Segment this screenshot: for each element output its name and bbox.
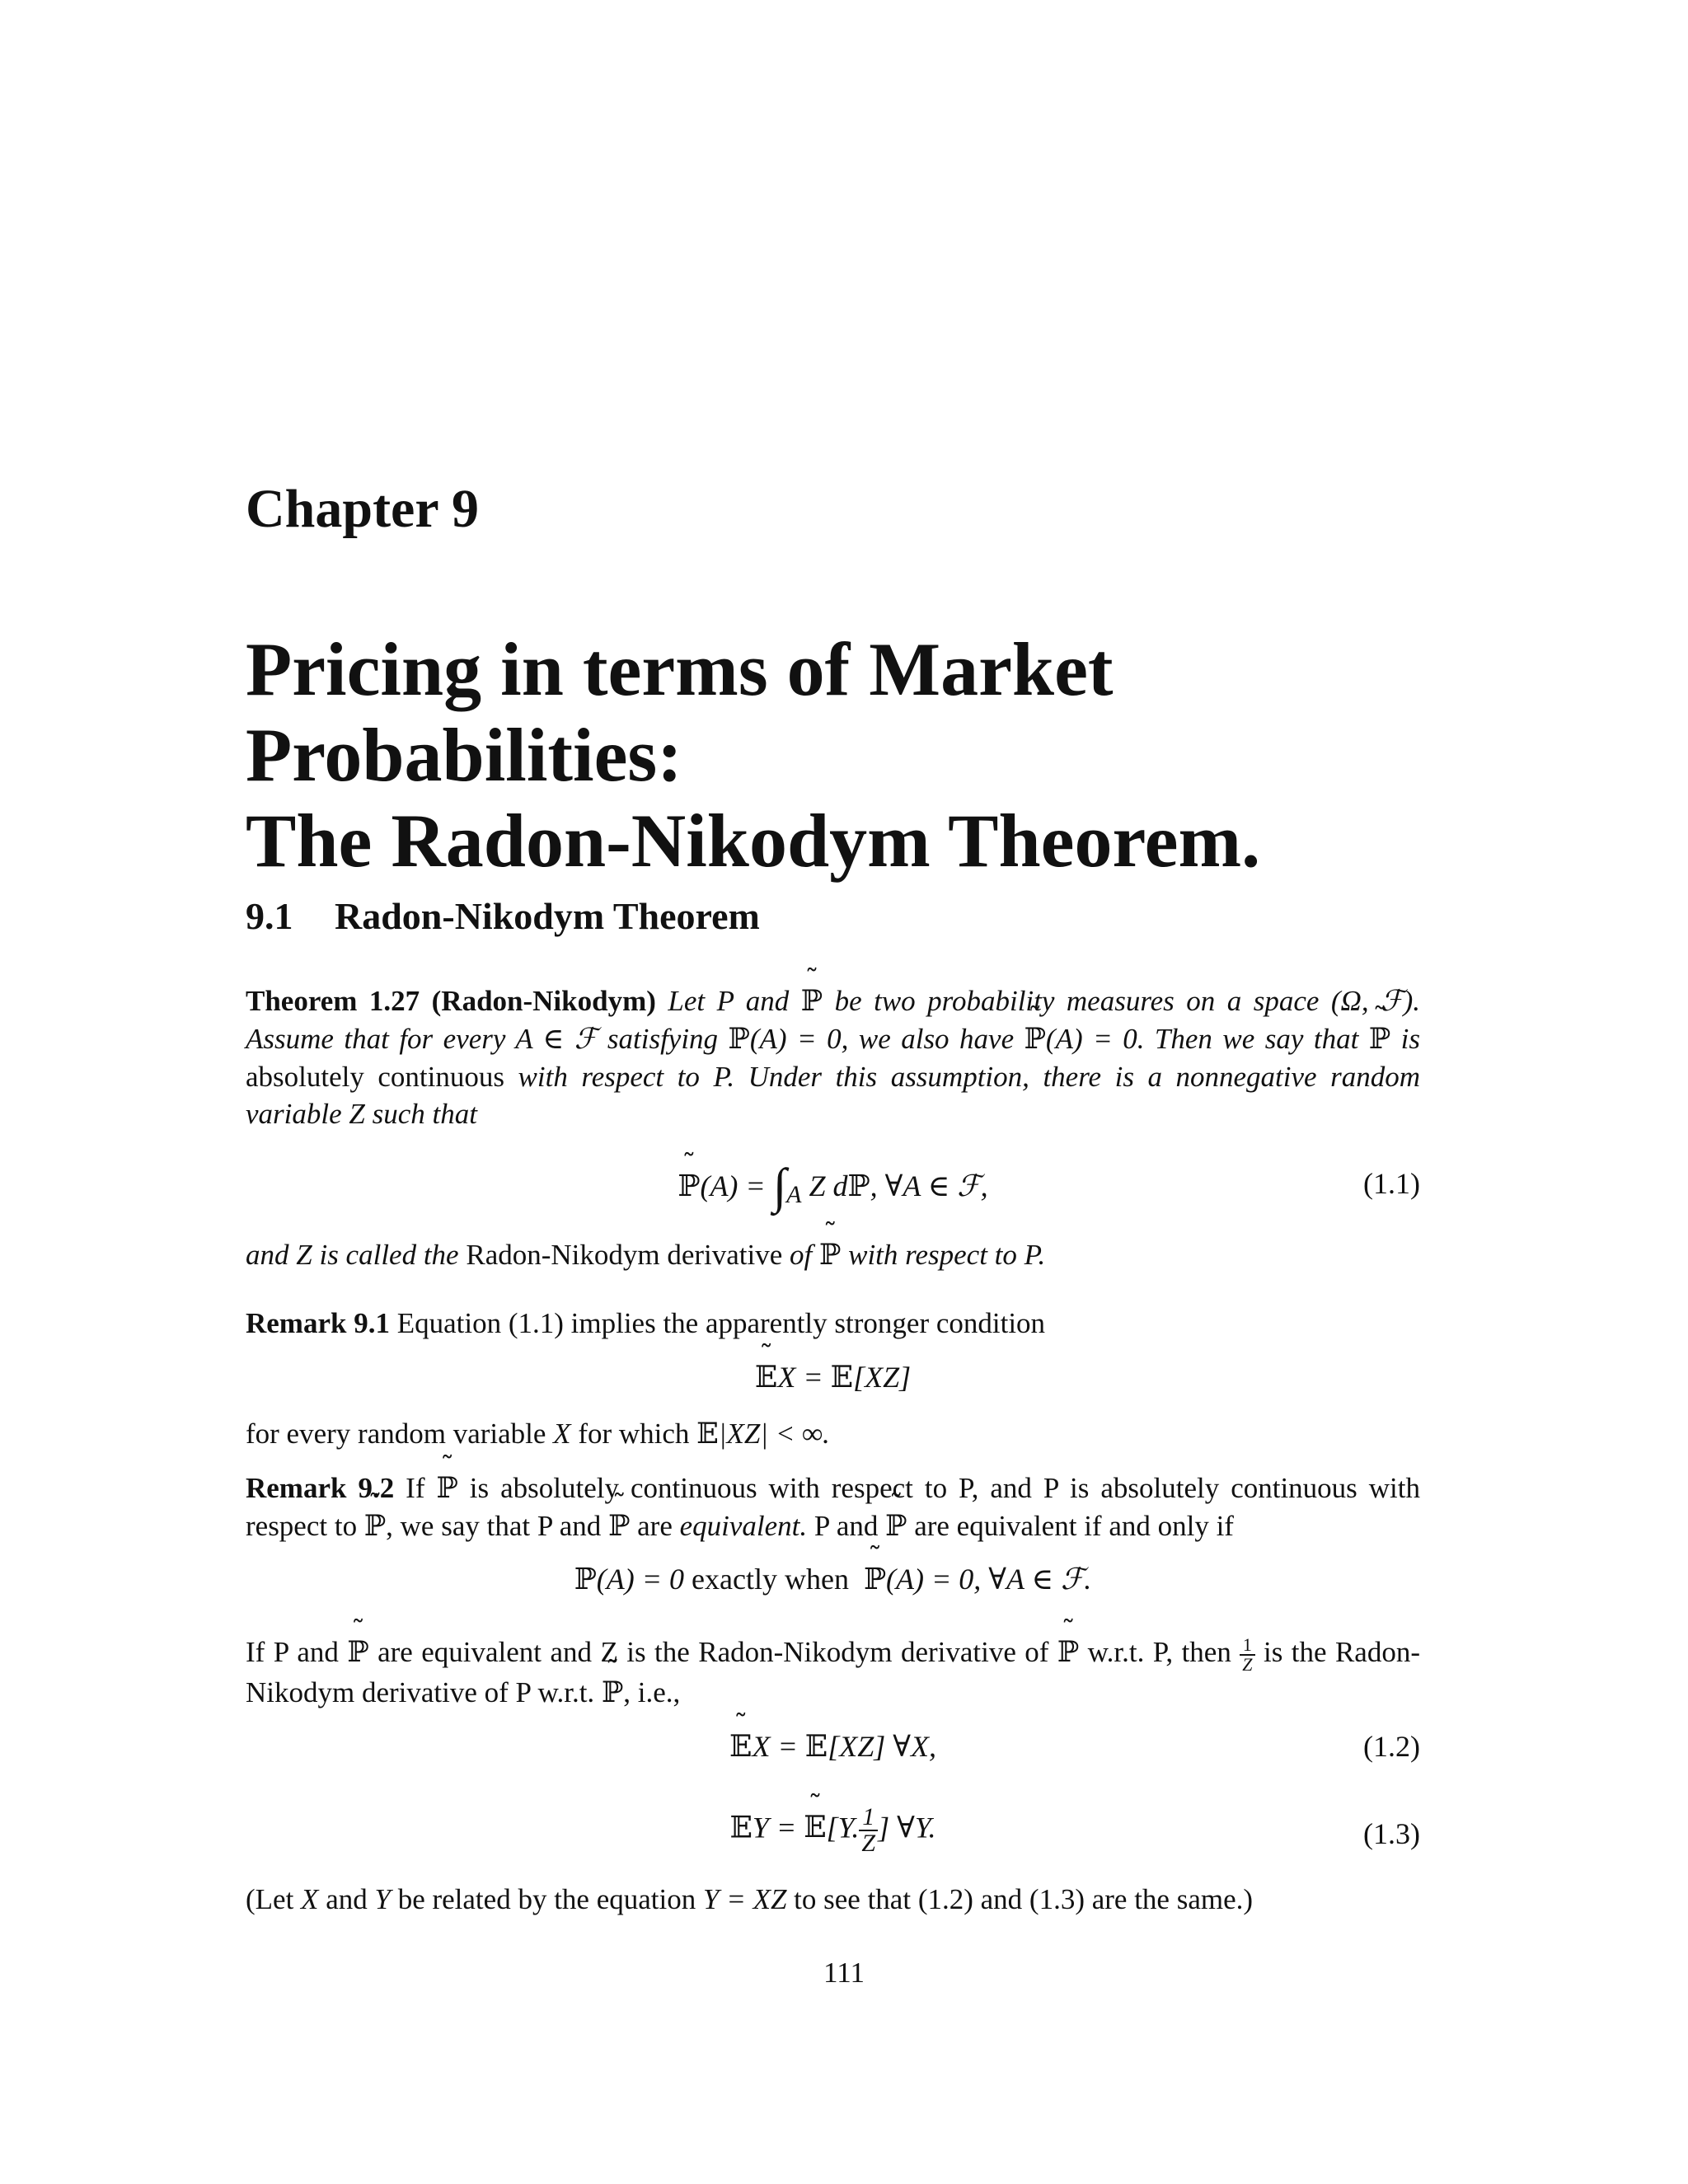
symbol-e-tilde: ˜ 𝔼 [755, 1361, 777, 1394]
equation-text: [XZ] [853, 1361, 912, 1394]
equation-1-2 [246, 1729, 1420, 1770]
equation-number: (1.2) [1363, 1730, 1420, 1763]
term-absolutely-continuous: absolutely continuous [246, 1061, 505, 1093]
remark-9-2 [246, 1469, 1420, 1545]
equation-text: Z d [801, 1169, 848, 1202]
equation-text: (A) = 0, ∀A ∈ ℱ. [886, 1563, 1092, 1596]
page-number: 111 [823, 1957, 865, 1989]
equation-number: (1.3) [1363, 1817, 1420, 1850]
symbol-p-tilde: ˜ ℙ [801, 983, 823, 1020]
text: are equivalent and Z is the Radon-Nikodym derivative of [368, 1636, 1057, 1668]
term-equivalent: equivalent. [679, 1510, 808, 1542]
symbol-p: ℙ [728, 1023, 750, 1056]
theorem-conclusion [246, 1236, 1420, 1274]
equation-text: X = [777, 1361, 831, 1394]
text: for which [570, 1418, 697, 1450]
symbol-e: 𝔼 [696, 1418, 719, 1451]
section-heading [246, 894, 1420, 938]
closing-note [246, 1881, 1420, 1918]
equation-text: (A) = [700, 1169, 773, 1202]
variable: X [553, 1418, 571, 1450]
symbol-e: 𝔼 [830, 1361, 854, 1394]
text: are equivalent if and only if [907, 1510, 1234, 1542]
chapter-label: Chapter 9 [246, 479, 479, 539]
remark-9-1-continuation [246, 1415, 1420, 1453]
symbol-p-tilde: ˜ ℙ [864, 1563, 886, 1596]
fraction-one-over-z [859, 1805, 878, 1856]
theorem-block [246, 982, 1420, 1132]
equation-1-3 [246, 1805, 1420, 1871]
text: , we say that P and [386, 1510, 609, 1542]
equation-text: Y = [752, 1811, 804, 1844]
text: , i.e., [623, 1675, 681, 1708]
theorem-text: be two probability measures on a space (Ω, ℱ). Assume that for every A ∈ ℱ satisfying [246, 985, 1420, 1055]
theorem-label: Theorem 1.27 (Radon-Nikodym) [246, 985, 656, 1017]
symbol-p: ℙ [574, 1563, 597, 1596]
equation-text: [Y. [826, 1811, 860, 1844]
theorem-text: Let P and [655, 985, 801, 1017]
fraction-one-over-z [1240, 1633, 1254, 1675]
text: be related by the equation [390, 1883, 703, 1915]
fraction-numerator: 1 [1240, 1636, 1254, 1656]
symbol-p-tilde: ˜ ℙ [678, 1169, 700, 1203]
symbol-p-tilde: ˜ ℙ [436, 1470, 457, 1507]
remark-label: Remark 9.1 [246, 1307, 390, 1339]
variable: Y [374, 1883, 391, 1915]
chapter-title-line-1: Pricing in terms of Market Probabilities: [246, 627, 1114, 797]
symbol-p-tilde: ˜ ℙ [819, 1237, 841, 1274]
symbol-p-tilde: ˜ ℙ [1057, 1634, 1079, 1671]
text: If P and [246, 1636, 348, 1668]
symbol-p-tilde: ˜ ℙ [608, 1508, 630, 1545]
remark-label: Remark 9.2 [246, 1472, 395, 1504]
text: and Z is called the [246, 1239, 467, 1271]
equation-1-1 [246, 1150, 1420, 1216]
theorem-text: with respect to P. Under this assumption, there is a nonnegative random variable Z such that [246, 1061, 1421, 1130]
symbol-p-tilde: ˜ ℙ [364, 1508, 386, 1545]
text: and [318, 1883, 375, 1915]
remark-text: Equation (1.1) implies the apparently stronger condition [396, 1307, 1046, 1339]
text: |XZ| < ∞. [718, 1418, 830, 1450]
remark-9-1 [246, 1305, 1420, 1342]
text: (Let [246, 1883, 302, 1915]
equation-text: exactly when [692, 1563, 849, 1596]
equation-text: [XZ] ∀X, [828, 1730, 936, 1763]
fraction-denominator: Z [1242, 1653, 1253, 1675]
text: to see that (1.2) and (1.3) are the same.) [786, 1883, 1254, 1915]
equation-text: ] ∀Y. [878, 1811, 936, 1844]
text: w.r.t. P, then [1079, 1636, 1240, 1668]
equation-text: X = [752, 1730, 805, 1763]
term-radon-nikodym-derivative: Radon-Nikodym derivative [466, 1239, 783, 1271]
text: for every random variable [246, 1418, 554, 1450]
integral-subscript: A [786, 1181, 802, 1209]
equation-remark-9-1 [246, 1360, 1420, 1401]
section-title: Radon-Nikodym Theorem [335, 895, 760, 937]
chapter-title-line-2: The Radon-Nikodym Theorem. [246, 799, 1261, 883]
text: is the Radon-Nikodym derivative of P w.r.t. [246, 1636, 1420, 1708]
symbol-e-tilde: ˜ 𝔼 [729, 1730, 752, 1764]
symbol-e-tilde: ˜ 𝔼 [804, 1811, 826, 1844]
symbol-p-tilde: ˜ ℙ [602, 1675, 623, 1712]
text: of [782, 1239, 820, 1271]
section-number: 9.1 [246, 895, 293, 937]
text: If [394, 1472, 437, 1504]
fraction-numerator: 1 [859, 1805, 878, 1831]
text: are [630, 1510, 680, 1542]
fraction-denominator: Z [861, 1830, 876, 1857]
theorem-text: is [1390, 1023, 1420, 1055]
variable: X [301, 1883, 319, 1915]
symbol-p-tilde: ˜ ℙ [1369, 1021, 1390, 1058]
symbol-p-tilde: ˜ ℙ [1025, 1021, 1046, 1058]
symbol-p-tilde: ˜ ℙ [347, 1634, 368, 1671]
equation-text: (A) = 0 [596, 1563, 692, 1596]
equation-inline: Y = XZ [702, 1883, 787, 1915]
symbol-e: 𝔼 [729, 1811, 753, 1845]
equation-equivalence [246, 1562, 1420, 1603]
text: with respect to P. [841, 1239, 1046, 1271]
equation-text: , ∀A ∈ ℱ, [870, 1169, 988, 1202]
remark-9-2-continuation [246, 1633, 1420, 1712]
symbol-p-tilde: ˜ ℙ [885, 1508, 907, 1545]
symbol-p: ℙ [847, 1169, 870, 1203]
symbol-e: 𝔼 [804, 1730, 828, 1764]
integral-sign: ∫ [772, 1159, 787, 1213]
theorem-text: (A) = 0. Then we say that [1045, 1023, 1369, 1055]
text: is absolutely continuous with respect to P, and P is absolutely continuous with respect to [246, 1472, 1421, 1542]
theorem-text: (A) = 0, we also have [749, 1023, 1025, 1055]
text: P and [807, 1510, 886, 1542]
equation-number: (1.1) [1363, 1167, 1420, 1200]
chapter-title [246, 626, 1420, 883]
